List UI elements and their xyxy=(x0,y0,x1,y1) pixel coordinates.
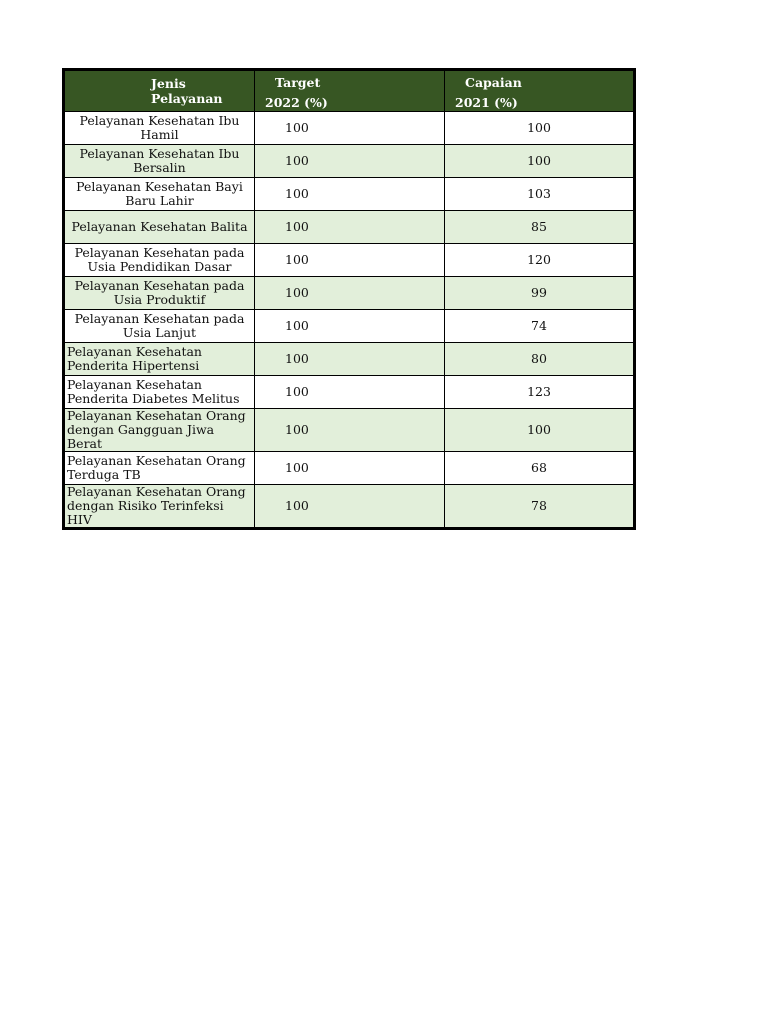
row-target-value: 100 xyxy=(255,409,445,452)
row-target-value: 100 xyxy=(255,178,445,211)
header-service-line1: Jenis xyxy=(151,76,186,91)
row-target-value: 100 xyxy=(255,485,445,529)
row-achievement-value: 120 xyxy=(445,244,635,277)
row-target-value: 100 xyxy=(255,310,445,343)
row-target-value: 100 xyxy=(255,376,445,409)
header-row xyxy=(64,70,635,112)
table-row xyxy=(64,244,635,277)
header-service-line2: Pelayanan xyxy=(151,91,223,106)
row-target-value: 100 xyxy=(255,277,445,310)
table-row xyxy=(64,145,635,178)
table-row xyxy=(64,409,635,452)
row-service-name: Pelayanan Kesehatan pada Usia Pendidikan Dasar xyxy=(64,244,255,277)
table-row xyxy=(64,178,635,211)
row-achievement-value: 103 xyxy=(445,178,635,211)
row-service-name: Pelayanan Kesehatan pada Usia Lanjut xyxy=(64,310,255,343)
row-target-value: 100 xyxy=(255,244,445,277)
row-target-value: 100 xyxy=(255,452,445,485)
service-target-table xyxy=(62,68,636,530)
header-ach-line1: Capaian xyxy=(465,75,522,90)
row-achievement-value: 74 xyxy=(445,310,635,343)
header-achievement xyxy=(445,70,635,112)
row-achievement-value: 99 xyxy=(445,277,635,310)
row-service-name: Pelayanan Kesehatan Penderita Hipertensi xyxy=(64,343,255,376)
row-service-name: Pelayanan Kesehatan Balita xyxy=(64,211,255,244)
table-row xyxy=(64,211,635,244)
table-row xyxy=(64,343,635,376)
header-service-type xyxy=(64,70,255,112)
row-target-value: 100 xyxy=(255,145,445,178)
row-achievement-value: 78 xyxy=(445,485,635,529)
row-service-name: Pelayanan Kesehatan Orang dengan Risiko Terinfeksi HIV xyxy=(64,485,255,529)
row-target-value: 100 xyxy=(255,112,445,145)
row-service-name: Pelayanan Kesehatan pada Usia Produktif xyxy=(64,277,255,310)
table-header xyxy=(64,70,635,112)
table-row xyxy=(64,376,635,409)
row-target-value: 100 xyxy=(255,343,445,376)
row-service-name: Pelayanan Kesehatan Ibu Hamil xyxy=(64,112,255,145)
row-service-name: Pelayanan Kesehatan Orang Terduga TB xyxy=(64,452,255,485)
row-achievement-value: 123 xyxy=(445,376,635,409)
table-row xyxy=(64,310,635,343)
row-achievement-value: 100 xyxy=(445,145,635,178)
row-service-name: Pelayanan Kesehatan Bayi Baru Lahir xyxy=(64,178,255,211)
header-target-line2: 2022 (%) xyxy=(265,95,328,110)
row-achievement-value: 100 xyxy=(445,409,635,452)
table-row xyxy=(64,112,635,145)
row-achievement-value: 68 xyxy=(445,452,635,485)
table-body xyxy=(64,112,635,529)
header-target xyxy=(255,70,445,112)
table-row xyxy=(64,485,635,529)
row-service-name: Pelayanan Kesehatan Orang dengan Gangguan Jiwa Berat xyxy=(64,409,255,452)
table-row xyxy=(64,277,635,310)
row-target-value: 100 xyxy=(255,211,445,244)
header-ach-line2: 2021 (%) xyxy=(455,95,518,110)
row-service-name: Pelayanan Kesehatan Penderita Diabetes Melitus xyxy=(64,376,255,409)
row-achievement-value: 85 xyxy=(445,211,635,244)
row-service-name: Pelayanan Kesehatan Ibu Bersalin xyxy=(64,145,255,178)
row-achievement-value: 100 xyxy=(445,112,635,145)
table-row xyxy=(64,452,635,485)
service-table-container xyxy=(62,68,636,530)
header-target-line1: Target xyxy=(275,75,321,90)
row-achievement-value: 80 xyxy=(445,343,635,376)
